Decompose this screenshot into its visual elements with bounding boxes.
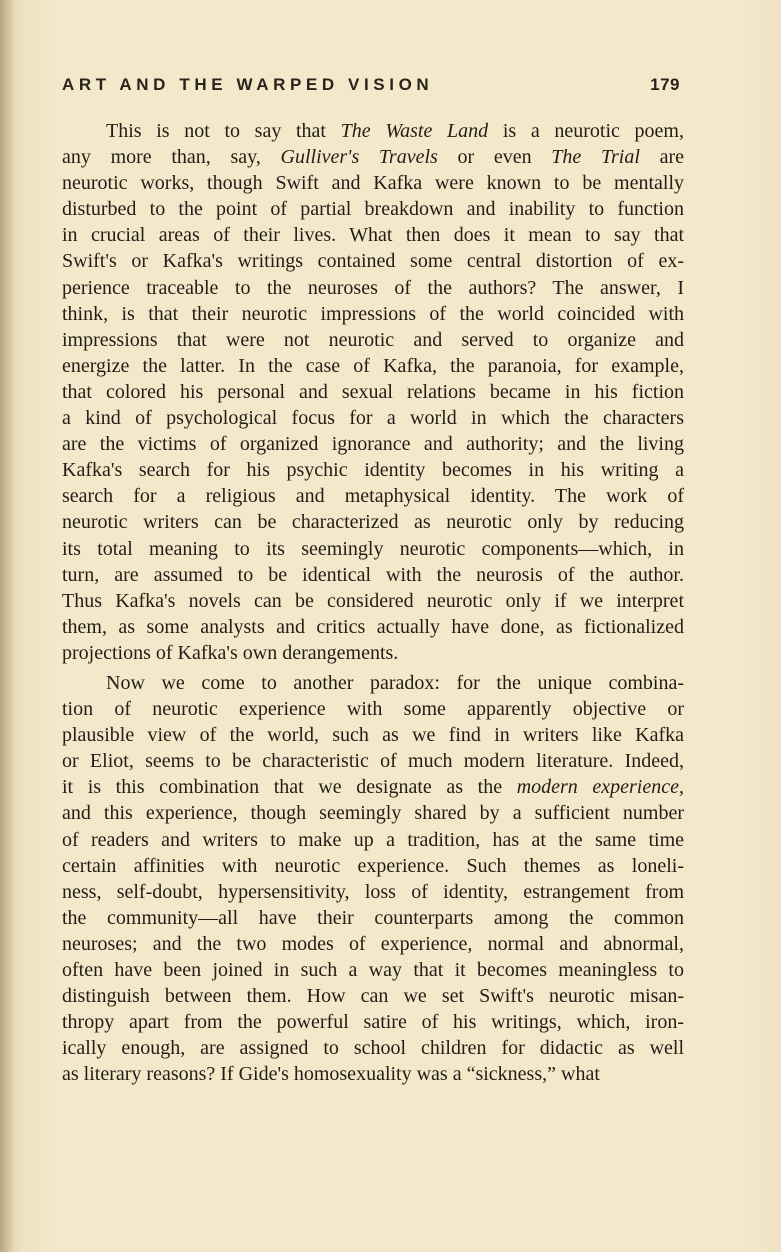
text-line <box>62 853 684 879</box>
text-run: or even <box>437 146 552 169</box>
text-run: neurotic works, though Swift and Kafka were known to be mentally <box>62 172 684 195</box>
text-line <box>62 301 684 327</box>
text-line <box>62 748 684 774</box>
text-run: projections of Kafka's own derangements. <box>62 641 399 664</box>
text-run: turn, are assumed to be identical with the neurosis of the author. <box>62 563 684 586</box>
text-line <box>62 670 684 696</box>
text-run: impressions that were not neurotic and served to organize and <box>62 328 684 351</box>
running-head: ART AND THE WARPED VISION <box>62 75 434 94</box>
text-line <box>62 353 684 379</box>
italic-title: modern experience, <box>516 776 684 799</box>
text-run: search for a religious and metaphysical identity. The work of <box>62 485 684 508</box>
paragraph-1 <box>62 118 684 666</box>
text-run: are the victims of organized ignorance and authority; and the living <box>62 433 684 456</box>
page-header <box>62 72 680 100</box>
text-line <box>62 640 684 666</box>
italic-title: Gulliver's Travels <box>280 146 438 169</box>
text-run: in crucial areas of their lives. What then does it mean to say that <box>62 224 684 247</box>
text-run: as literary reasons? If Gide's homosexuality was a “sickness,” what <box>62 1063 600 1086</box>
text-line <box>62 457 684 483</box>
text-line <box>62 405 684 431</box>
text-run: any more than, say, <box>62 146 281 169</box>
text-line <box>62 327 684 353</box>
text-line <box>62 588 684 614</box>
text-run: and this experience, though seemingly shared by a sufficient number <box>62 802 684 825</box>
text-run: Thus Kafka's novels can be considered neurotic only if we interpret <box>62 589 684 612</box>
text-run: or Eliot, seems to be characteristic of much modern literature. Indeed, <box>62 750 684 773</box>
text-line <box>62 379 684 405</box>
paragraph-2 <box>62 670 684 1088</box>
text-line <box>62 800 684 826</box>
text-line <box>62 170 684 196</box>
text-line <box>62 774 684 800</box>
text-run: often have been joined in such a way that it becomes meaningless to <box>62 959 684 982</box>
text-line <box>62 222 684 248</box>
text-run: them, as some analysts and critics actually have done, as fictionalized <box>62 615 684 638</box>
text-line <box>62 144 684 170</box>
text-run: neurotic writers can be characterized as neurotic only by reducing <box>62 511 684 534</box>
text-run: thropy apart from the powerful satire of his writings, which, iron- <box>62 1011 684 1034</box>
text-run: energize the latter. In the case of Kafka, the paranoia, for example, <box>62 354 684 377</box>
text-run: certain affinities with neurotic experience. Such themes as loneli- <box>62 854 684 877</box>
text-line <box>62 509 684 535</box>
text-run: ness, self-doubt, hypersensitivity, loss of identity, estrangement from <box>62 880 684 903</box>
text-line <box>62 983 684 1009</box>
text-run: that colored his personal and sexual relations became in his fiction <box>62 380 684 403</box>
text-line <box>62 196 684 222</box>
spine-shadow <box>0 0 14 1252</box>
text-line <box>62 118 684 144</box>
text-run: distinguish between them. How can we set Swift's neurotic misan- <box>62 985 684 1008</box>
page-number: 179 <box>650 75 680 94</box>
text-run: the community—all have their counterparts among the common <box>62 906 684 929</box>
text-run: This is not to say that <box>106 120 341 142</box>
text-run: Now we come to another paradox: for the unique combina- <box>106 672 684 694</box>
text-line <box>62 1061 684 1087</box>
text-run: it is this combination that we designate as the <box>62 776 517 799</box>
text-run: is a neurotic poem, <box>488 120 684 142</box>
text-line <box>62 562 684 588</box>
text-line <box>62 431 684 457</box>
text-line <box>62 931 684 957</box>
text-line <box>62 957 684 983</box>
text-run: of readers and writers to make up a tradition, has at the same time <box>62 828 684 851</box>
text-run: ically enough, are assigned to school children for didactic as well <box>62 1037 684 1060</box>
text-line <box>62 879 684 905</box>
italic-title: The Waste Land <box>340 120 489 142</box>
text-run: neuroses; and the two modes of experience, normal and abnormal, <box>62 932 684 955</box>
text-run: tion of neurotic experience with some apparently objective or <box>62 698 684 721</box>
text-line <box>62 827 684 853</box>
text-run: plausible view of the world, such as we find in writers like Kafka <box>62 724 684 747</box>
text-line <box>62 614 684 640</box>
text-run: perience traceable to the neuroses of the authors? The answer, I <box>62 276 684 299</box>
text-line <box>62 275 684 301</box>
text-line <box>62 722 684 748</box>
text-run: Swift's or Kafka's writings contained some central distortion of ex- <box>62 250 684 273</box>
text-run: think, is that their neurotic impressions of the world coincided with <box>62 302 684 325</box>
text-line <box>62 536 684 562</box>
text-run: are <box>639 146 685 169</box>
text-run: Kafka's search for his psychic identity becomes in his writing a <box>62 459 684 482</box>
text-line <box>62 905 684 931</box>
text-line <box>62 1009 684 1035</box>
text-line <box>62 696 684 722</box>
text-line <box>62 1035 684 1061</box>
text-run: a kind of psychological focus for a world in which the characters <box>62 407 684 430</box>
text-run: disturbed to the point of partial breakdown and inability to function <box>62 198 684 221</box>
text-line <box>62 248 684 274</box>
text-line <box>62 483 684 509</box>
text-run: its total meaning to its seemingly neurotic components—which, in <box>62 537 684 560</box>
italic-title: The Trial <box>551 146 640 169</box>
